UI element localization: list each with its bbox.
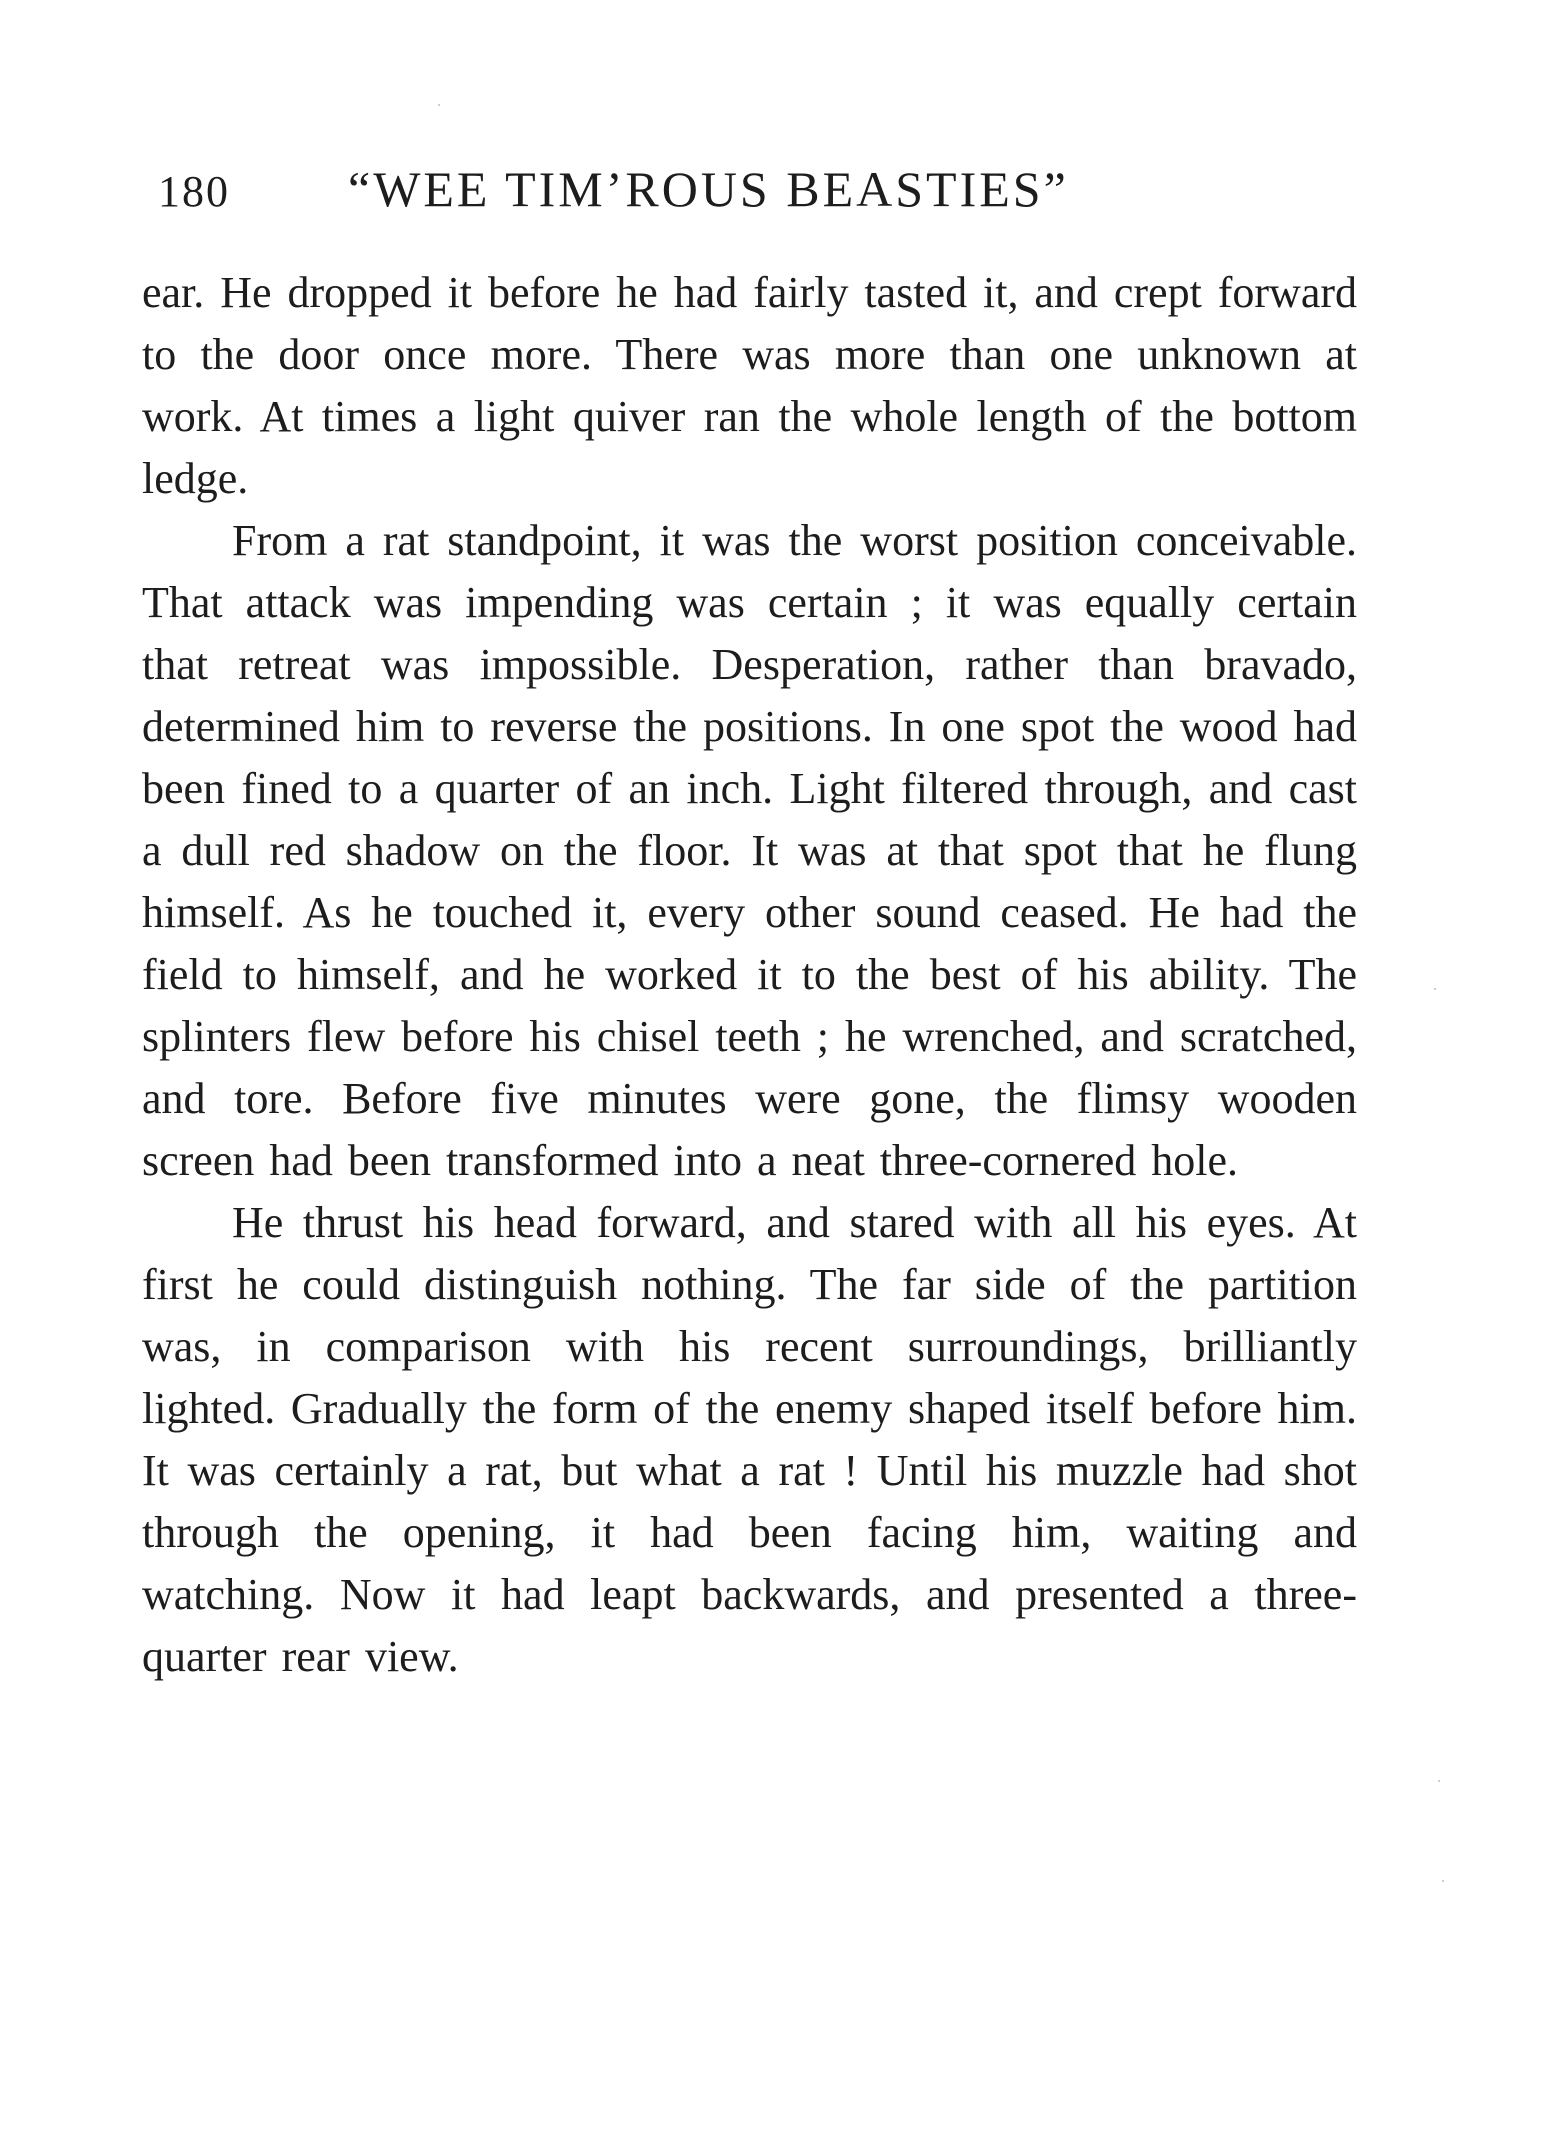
- scan-speck: [438, 104, 440, 106]
- scan-speck: [1438, 1780, 1440, 1782]
- paragraph-1: ear. He dropped it before he had fairly tasted it, and crept forward to the door once more. There was more than one unknown at work. At times a light quiver ran the whole length of the bottom ledge.: [142, 268, 1357, 503]
- paragraph-2: From a rat standpoint, it was the worst position conceivable. That attack was impending was certain ; it was equally certain that retreat was impossible. Desperation, rather than bravado, determined him to reverse the positions. In one spot the wood had been fined to a quarter of an inch. Light filtered through, and cast a dull red shadow on the floor. It was at that spot that he flung himself. As he touched it, every other sound ceased. He had the field to himself, and he worked it to the best of his ability. The splinters flew before his chisel teeth ; he wrenched, and scratched, and tore. Before five minutes were gone, the flimsy wooden screen had been transformed into a neat three-cornered hole.: [142, 516, 1357, 1185]
- paragraph-3: He thrust his head forward, and stared with all his eyes. At first he could distinguish nothing. The far side of the partition was, in comparison with his recent surroundings, brilliantly lighted. Gradually the form of the enemy shaped itself before him. It was certainly a rat, but what a rat ! Until his muzzle had shot through the opening, it had been facing him, waiting and watching. Now it had leapt backwards, and presented a three-quarter rear view.: [142, 1198, 1357, 1681]
- scan-speck: [1434, 988, 1436, 990]
- scan-speck: [1442, 1880, 1444, 1882]
- page-number: 180: [158, 167, 230, 216]
- body-text: [142, 262, 1357, 1688]
- running-title: “WEE TIM’ROUS BEASTIES”: [348, 161, 1069, 217]
- page-header: [158, 160, 1358, 240]
